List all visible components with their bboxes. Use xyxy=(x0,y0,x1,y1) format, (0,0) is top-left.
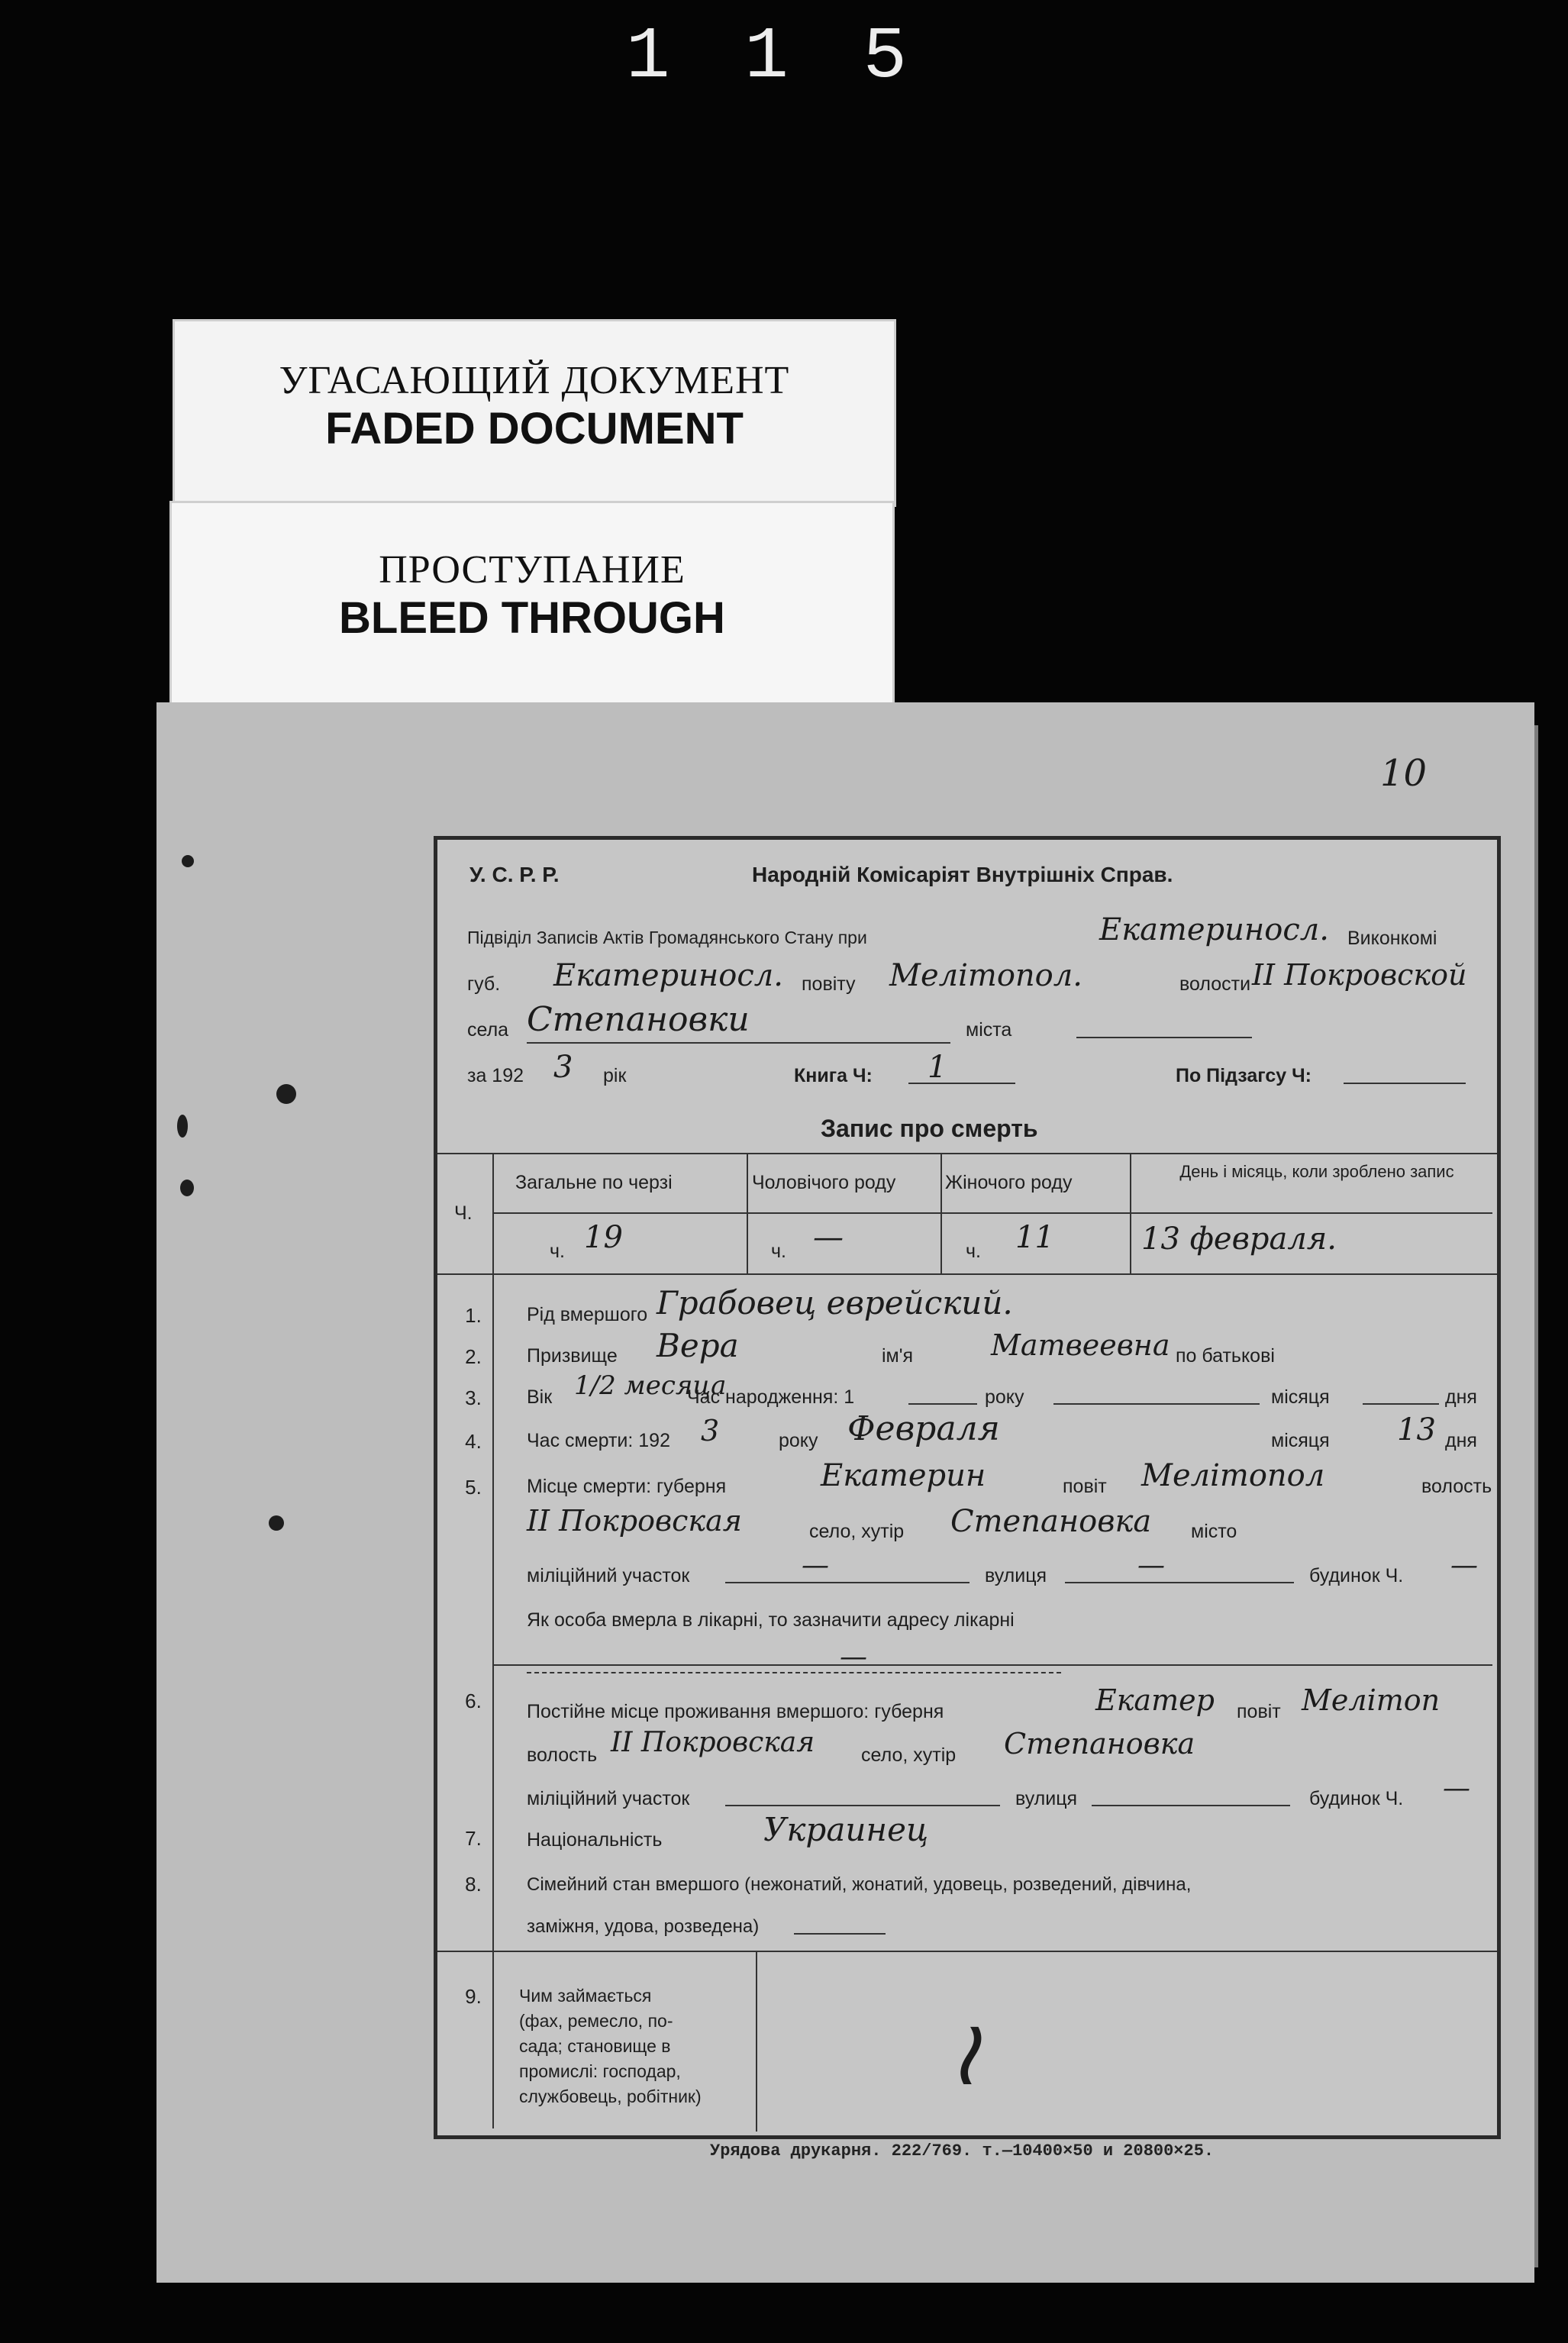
field-birth-label: Час народження: 1 xyxy=(687,1386,855,1408)
year-suffix: рік xyxy=(603,1065,627,1086)
hospital-underline xyxy=(527,1672,1061,1673)
volost-label: волости xyxy=(1179,973,1251,995)
hw-death-day: 13 xyxy=(1397,1412,1436,1447)
death-militia-underline xyxy=(725,1582,970,1583)
page-number: 10 xyxy=(1380,752,1428,795)
col-general-header: Загальне по черзі xyxy=(515,1172,673,1193)
hw-female-no: 11 xyxy=(1015,1220,1054,1255)
field-patronymic-label: по батькові xyxy=(1176,1345,1275,1367)
hw-year-digit: 3 xyxy=(553,1050,573,1085)
female-prefix: ч. xyxy=(966,1241,981,1262)
bleed-label-en: BLEED THROUGH xyxy=(339,593,725,643)
field-death-povit-label: повіт xyxy=(1063,1476,1107,1497)
res-street-underline xyxy=(1092,1805,1290,1806)
hw-death-militia: — xyxy=(802,1550,829,1581)
archive-number: 1 1 5 xyxy=(626,15,923,98)
hw-nationality: Украинец xyxy=(763,1811,929,1848)
row-number-9: 9. xyxy=(465,1985,482,2008)
hw-death-street: — xyxy=(1137,1550,1165,1581)
bleed-label-ru: ПРОСТУПАНИЕ xyxy=(379,548,686,592)
binding-hole xyxy=(269,1515,284,1531)
povit-label: повіту xyxy=(802,973,856,995)
field-marital-label: Сімейний стан вмершого (нежонатий, жонатий, удовець, розведений, дівчина, xyxy=(527,1874,1192,1895)
res-militia-underline xyxy=(725,1805,1000,1806)
death-street-underline xyxy=(1065,1582,1294,1583)
field-res-povit-label: повіт xyxy=(1237,1701,1281,1722)
field-hospital-label: Як особа вмерла в лікарні, то зазначити адресу лікарні xyxy=(527,1609,1015,1631)
col-male-header: Чоловічого роду xyxy=(752,1172,896,1193)
city-label: міста xyxy=(966,1019,1012,1041)
city-underline xyxy=(1076,1037,1252,1038)
village-label: села xyxy=(467,1019,509,1041)
field-death-village-label: село, хутір xyxy=(809,1521,905,1542)
field-name-label: ім'я xyxy=(882,1345,914,1367)
col-no-header: Ч. xyxy=(454,1202,473,1224)
field-age-label: Вік xyxy=(527,1386,553,1408)
hw-volost: ІІ Покровской xyxy=(1252,958,1467,992)
marital-underline xyxy=(794,1933,886,1935)
faded-label-en: FADED DOCUMENT xyxy=(325,404,744,453)
col-date-header: День і місяць, коли зроблено запис xyxy=(1179,1162,1454,1181)
occupation-line-3: сада; становище в xyxy=(519,2036,671,2056)
occupation-line-4: промислі: господар, xyxy=(519,2061,681,2081)
table-col-divider xyxy=(747,1153,748,1273)
field-death-year-label: року xyxy=(779,1430,818,1451)
hw-occupation-mark: ≀ xyxy=(947,2000,981,2106)
binding-hole xyxy=(182,855,194,867)
male-prefix: ч. xyxy=(771,1241,786,1262)
hw-res-village: Степановка xyxy=(1004,1727,1195,1760)
birth-month-underline xyxy=(1053,1403,1260,1405)
field-death-place-label: Місце смерти: губерня xyxy=(527,1476,727,1497)
table-bottom-border xyxy=(437,1273,1497,1275)
hw-death-guberniya: Екатерин xyxy=(821,1458,986,1493)
village-underline xyxy=(527,1042,950,1044)
book-label: Книга Ч: xyxy=(794,1065,873,1086)
field-res-house-label: будинок Ч. xyxy=(1309,1788,1404,1809)
row-number-3: 3. xyxy=(465,1386,482,1409)
table-col-divider xyxy=(1130,1153,1131,1273)
printer-footer: Урядова друкарня. 222/769. т.—10400×50 и 20800×25. xyxy=(710,2141,1215,2161)
field-birth-day-label: дня xyxy=(1445,1386,1477,1408)
hw-stan-pri: Екатериносл. xyxy=(1099,912,1329,947)
hw-first-name: Вера xyxy=(657,1327,739,1364)
row-number-1: 1. xyxy=(465,1304,482,1327)
hw-res-guberniya: Екатер xyxy=(1095,1683,1215,1717)
number-column-divider xyxy=(492,1273,494,2128)
hw-village: Степановки xyxy=(527,1000,750,1039)
general-prefix: ч. xyxy=(550,1241,565,1262)
row-number-2: 2. xyxy=(465,1345,482,1368)
table-col-divider xyxy=(940,1153,942,1273)
field-birth-month-label: місяця xyxy=(1271,1386,1330,1408)
field-death-city-label: місто xyxy=(1191,1521,1237,1542)
subsection-underline xyxy=(1344,1083,1466,1084)
row-number-5: 5. xyxy=(465,1476,482,1499)
bleed-through-label xyxy=(169,501,895,713)
binding-hole xyxy=(177,1115,188,1138)
binding-hole xyxy=(180,1180,194,1196)
hw-res-house: — xyxy=(1443,1773,1470,1804)
hw-male-no: — xyxy=(813,1220,844,1255)
field-residence-label: Постійне місце проживання вмершого: губерня xyxy=(527,1701,944,1722)
field-nationality-label: Національність xyxy=(527,1829,663,1851)
occupation-line-1: Чим займається xyxy=(519,1986,652,2006)
hw-general-no: 19 xyxy=(584,1220,623,1255)
ministry-label: Народній Комісаріят Внутрішніх Справ. xyxy=(752,863,1173,886)
faded-document-label xyxy=(173,319,896,507)
hw-res-povit: Мелітоп xyxy=(1302,1683,1441,1717)
hw-death-povit: Мелітопол xyxy=(1141,1458,1325,1493)
birth-day-underline xyxy=(1363,1403,1439,1405)
field-marital-label-2: заміжня, удова, розведена) xyxy=(527,1916,760,1937)
col-female-header: Жіночого роду xyxy=(945,1172,1073,1193)
field-death-day-label: дня xyxy=(1445,1430,1477,1451)
hw-patronymic: Матвеевна xyxy=(991,1328,1170,1362)
field-res-volost-label: волость xyxy=(527,1744,598,1766)
guberniya-label: губ. xyxy=(467,973,501,995)
field-surname-label: Призвище xyxy=(527,1345,618,1367)
section-divider xyxy=(437,1951,1497,1952)
field-death-street-label: вулиця xyxy=(985,1565,1047,1586)
occupation-line-2: (фах, ремесло, по- xyxy=(519,2011,673,2031)
hw-age: 1/2 месяца xyxy=(574,1370,727,1401)
field-kin-label: Рід вмершого xyxy=(527,1304,648,1325)
hw-death-volost: ІІ Покровская xyxy=(527,1504,742,1538)
field-res-village-label: село, хутір xyxy=(861,1744,957,1766)
document-title: Запис про смерть xyxy=(821,1115,1038,1142)
field-res-militia-label: міліційний участок xyxy=(527,1788,690,1809)
table-header-divider xyxy=(492,1212,1492,1214)
row-number-4: 4. xyxy=(465,1430,482,1453)
table-col-divider xyxy=(492,1153,494,1273)
book-underline xyxy=(908,1083,1015,1084)
field-res-street-label: вулиця xyxy=(1015,1788,1078,1809)
binding-hole xyxy=(276,1084,296,1104)
hw-death-year-digit: 3 xyxy=(701,1414,720,1447)
year-label: за 192 xyxy=(467,1065,524,1086)
field-death-militia-label: міліційний участок xyxy=(527,1565,690,1586)
hw-death-village: Степановка xyxy=(950,1504,1152,1539)
hw-povit: Мелітопол. xyxy=(889,958,1082,993)
table-top-border xyxy=(437,1153,1497,1154)
hw-record-date: 13 февраля. xyxy=(1141,1222,1337,1257)
subdivision-label: Підвіділ Записів Актів Громадянського Стану при xyxy=(467,928,867,947)
hw-death-house: — xyxy=(1450,1550,1478,1581)
faded-label-ru: УГАСАЮЩИЙ ДОКУМЕНТ xyxy=(279,359,790,402)
field-birth-year-label: року xyxy=(985,1386,1024,1408)
field-occupation-label xyxy=(519,1983,702,2109)
section-divider xyxy=(492,1664,1492,1666)
hw-death-month: Февраля xyxy=(847,1409,1000,1448)
field-death-time-label: Час смерти: 192 xyxy=(527,1430,670,1451)
row-number-6: 6. xyxy=(465,1689,482,1712)
republic-label: У. С. Р. Р. xyxy=(469,863,560,886)
field-death-month-label: місяця xyxy=(1271,1430,1330,1451)
occupation-line-5: службовець, робітник) xyxy=(519,2086,702,2106)
executive-committee-label: Виконкомі xyxy=(1347,928,1437,949)
hw-res-volost: ІІ Покровская xyxy=(611,1727,815,1758)
subsection-label: По Підзагсу Ч: xyxy=(1176,1065,1312,1086)
field-death-volost-label: волость xyxy=(1421,1476,1492,1497)
row-number-7: 7. xyxy=(465,1827,482,1850)
birth-year-underline xyxy=(908,1403,977,1405)
occupation-divider xyxy=(756,1951,757,2132)
row-number-8: 8. xyxy=(465,1873,482,1896)
hw-surname: Грабовец еврейский. xyxy=(657,1284,1013,1322)
field-death-house-label: будинок Ч. xyxy=(1309,1565,1404,1586)
hw-book-number: 1 xyxy=(928,1050,947,1085)
hw-hospital: — xyxy=(840,1641,867,1673)
hw-guberniya: Екатериносл. xyxy=(553,958,783,993)
